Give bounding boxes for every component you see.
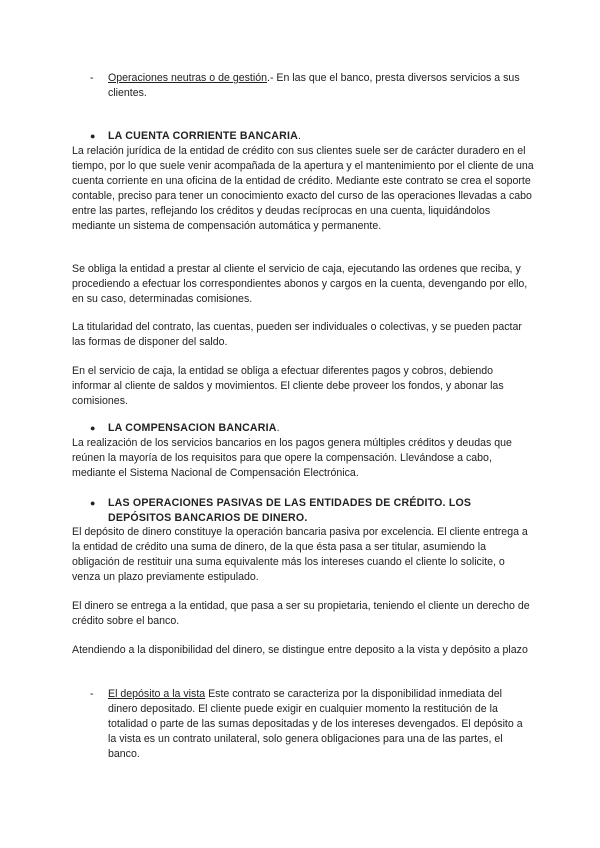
paragraph: La titularidad del contrato, las cuentas, pueden ser individuales o colectivas, y se pueden pactar las formas de disponer del saldo.	[72, 321, 522, 348]
heading-suffix: .	[298, 130, 302, 142]
list-item-body	[108, 71, 530, 101]
dash-marker: -	[90, 688, 94, 700]
paragraph: El depósito de dinero constituye la operación bancaria pasiva por excelencia. El cliente entrega a la entidad de crédito una suma de dinero, de la que ésta pasa a ser titular, asumiendo la obligación de restituir una suma equivalente más los intereses cuando el cliente lo solicite, o venza un plazo previamente estipulado.	[72, 526, 528, 583]
heading-suffix: .	[276, 422, 280, 434]
section-heading-compensacion	[90, 421, 530, 436]
heading-text	[108, 129, 530, 144]
paragraph: En el servicio de caja, la entidad se obliga a efectuar diferentes pagos y cobros, debiendo informar al cliente de saldos y movimientos. El cliente debe proveer los fondos, y abonar las comisiones.	[72, 365, 504, 407]
list-item-deposito-vista	[90, 687, 530, 762]
heading-text: LAS OPERACIONES PASIVAS DE LAS ENTIDADES DE CRÉDITO. LOS DEPÓSITOS BANCARIOS DE DINERO.	[108, 497, 472, 524]
list-item-operaciones-neutras	[90, 71, 530, 101]
term-deposito-vista: El depósito a la vista	[108, 688, 206, 700]
list-item-body	[108, 687, 530, 762]
term-operaciones-neutras: Operaciones neutras o de gestión	[108, 72, 268, 84]
bullet-icon: ●	[90, 131, 96, 141]
section-heading-operaciones-pasivas	[90, 496, 530, 526]
bullet-icon: ●	[90, 498, 96, 508]
heading-title: LA COMPENSACION BANCARIA	[108, 422, 277, 434]
item-text: Este contrato se caracteriza por la disponibilidad inmediata del dinero depositado. El cliente puede exigir en cualquier momento la restitución de la totalidad o parte de las sumas depositadas y de los intereses devengados. El depósito a la vista es un contrato unilateral, solo genera obligaciones para una de las partes, el banco.	[108, 688, 523, 760]
paragraph: Atendiendo a la disponibilidad del dinero, se distingue entre deposito a la vista y depósito a plazo	[72, 644, 528, 656]
bullet-icon: ●	[90, 423, 96, 433]
heading-title: LA CUENTA CORRIENTE BANCARIA	[108, 130, 299, 142]
dash-marker: -	[90, 72, 94, 84]
heading-text	[108, 421, 530, 436]
section-heading-cuenta-corriente	[90, 129, 530, 144]
item-text: .- En las que el banco, presta diversos servicios a sus clientes.	[108, 72, 520, 99]
paragraph: La realización de los servicios bancarios en los pagos genera múltiples créditos y deudas que reúnen la mayoría de los requisitos para que opere la compensación. Llevándose a cabo, mediante el Sistema Nacional de Compensación Electrónica.	[72, 437, 512, 479]
paragraph: Se obliga la entidad a prestar al cliente el servicio de caja, ejecutando las ordenes que reciba, y procediendo a efectuar los correspondientes abonos y cargos en la cuenta, devengando por ello, en su caso, determinadas comisiones.	[72, 263, 528, 305]
paragraph: El dinero se entrega a la entidad, que pasa a ser su propietaria, teniendo el cliente un derecho de crédito sobre el banco.	[72, 600, 530, 627]
paragraph: La relación jurídica de la entidad de crédito con sus clientes suele ser de carácter duradero en el tiempo, por lo que suele venir acompañada de la apertura y el mantenimiento por el cliente de una cuenta corriente en una oficina de la entidad de crédito. Mediante este contrato se crea el soporte contable, preciso para tener un conocimiento exacto del curso de las operaciones llevadas a cabo entre las partes, reflejando los créditos y deudas recíprocas en una cuenta, liquidándolos mediante un sistema de compensación automática y permanente.	[72, 145, 534, 232]
